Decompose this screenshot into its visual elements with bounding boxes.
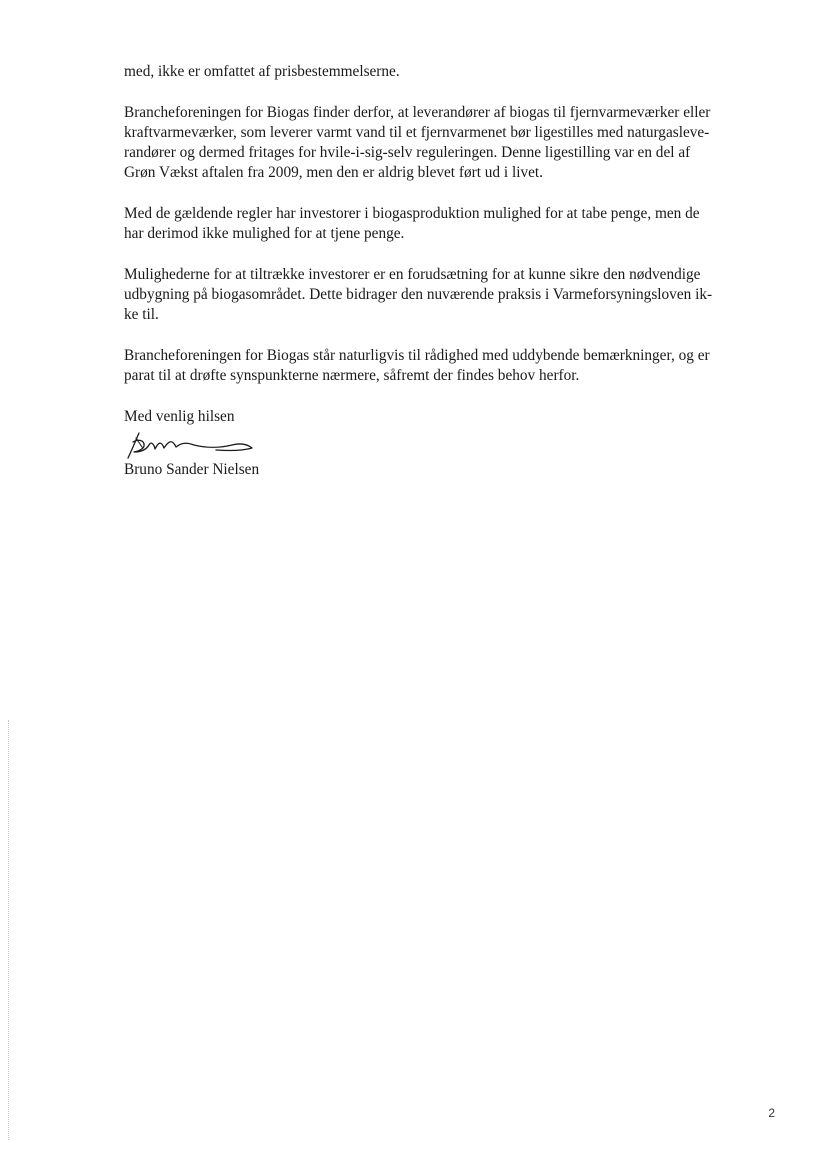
paragraph-2: Brancheforeningen for Biogas finder derfor, at leverandører af biogas til fjernvarmeværker eller kraftvarmeværker, som leverer varmt vand til et fjernvarmenet bør ligestilles med naturgasleve- randører og dermed fritages for hvile-i-sig-selv reguleringen. Denne ligestilling var en del af Grøn Vækst aftalen fra 2009, men den er aldrig blevet ført ud i livet. bbox=[124, 104, 711, 181]
paragraph-3: Med de gældende regler har investorer i biogasproduktion mulighed for at tabe penge, men de har derimod ikke mulighed for at tjene penge. bbox=[124, 205, 700, 242]
page-number: 2 bbox=[768, 1106, 775, 1120]
paragraph-5: Brancheforeningen for Biogas står naturligvis til rådighed med uddybende bemærkninger, og er parat til at drøfte synspunkterne nærmere, såfremt der findes behov herfor. bbox=[124, 347, 710, 384]
closing-salutation: Med venlig hilsen bbox=[124, 408, 235, 425]
letter-body bbox=[124, 62, 774, 480]
paragraph-1: med, ikke er omfattet af prisbestemmelserne. bbox=[124, 63, 400, 80]
paragraph-4: Mulighederne for at tiltrække investorer er en forudsætning for at kunne sikre den nødvendige udbygning på biogasområdet. Dette bidrager den nuværende praksis i Varmeforsyningsloven ik- ke til. bbox=[124, 266, 713, 323]
signature-icon bbox=[124, 430, 264, 460]
signer-name: Bruno Sander Nielsen bbox=[124, 461, 260, 478]
scan-edge-artifact bbox=[8, 720, 10, 1140]
